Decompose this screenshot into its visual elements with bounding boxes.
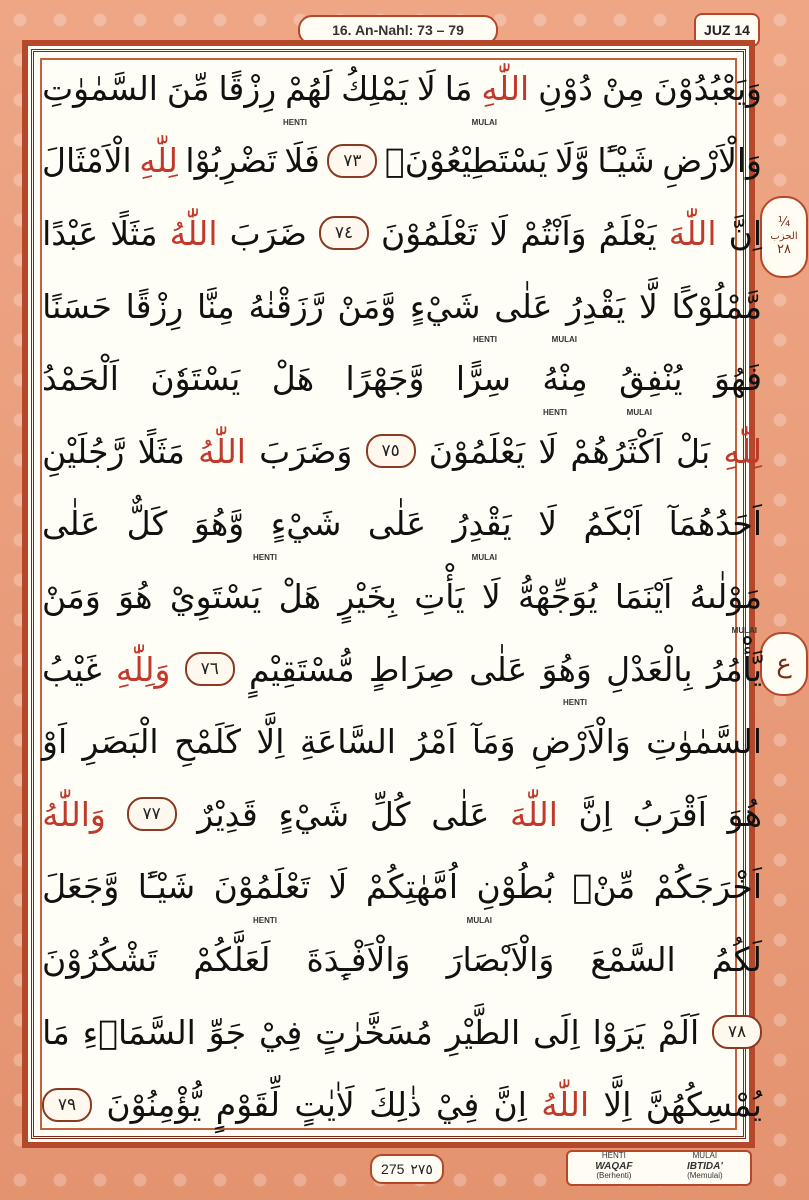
quran-word: اَقْرَبُ (632, 794, 707, 834)
quran-word: لَا (538, 431, 558, 471)
quran-line (42, 560, 762, 633)
quran-word: يَرَوْا (592, 1012, 646, 1052)
quran-word: تَشْكُرُوْنَ (42, 939, 158, 979)
quran-word: لَعَلَّكُمْ (193, 939, 271, 979)
waqaf-tag: HENTI (563, 698, 587, 708)
quran-word: اَكْثَرُهُمْ (570, 431, 663, 471)
quran-word: لَّا (638, 286, 658, 326)
quran-word: السَّمٰوٰتِ (646, 722, 762, 762)
quran-word: ذٰلِكَ (369, 1085, 422, 1125)
ayah-number: ٧٣ (327, 144, 377, 178)
quran-word: اَمْرُ (411, 722, 457, 762)
quran-word: كَلٌّ (126, 504, 168, 544)
ayah-number: ٧٩ (42, 1088, 92, 1122)
quran-word: سِرًّا (455, 359, 511, 399)
quran-word: شَيْءٍ (270, 504, 342, 544)
quran-word: اَلَمْ (657, 1012, 700, 1052)
quran-word: فَلَا (284, 141, 320, 181)
quran-word: بَلْ (675, 431, 711, 471)
quran-line (42, 125, 762, 198)
quran-word: عَلٰى (494, 286, 553, 326)
waqaf-tag: HENTI (283, 117, 307, 127)
quran-word: وَلِلّٰهِ (115, 649, 171, 689)
quran-line (42, 851, 762, 924)
page-number-arabic: ٢٧٥ (410, 1160, 433, 1177)
quran-word: اللّٰهُ (198, 431, 246, 471)
quran-word: جَوِّ (208, 1012, 247, 1052)
quran-word: وَّلَا (555, 141, 590, 181)
quran-line (42, 270, 762, 343)
quran-word: السَّمْعَ (590, 939, 676, 979)
legend-waqaf (595, 1152, 632, 1181)
quran-word: لَكُمُ (711, 939, 762, 979)
quran-word: لَا (481, 576, 501, 616)
quran-word: الْبَصَرِ (82, 722, 159, 762)
quran-line (42, 197, 762, 270)
ayah-number: ٧٥ (366, 434, 416, 468)
quran-word: يَسْتَطِيْعُوْنَۚ (384, 141, 548, 181)
quran-word: غَيْبُ (42, 649, 102, 689)
quran-word: يَسْتَوٗنَ (150, 359, 241, 399)
quran-word: وَّجَهْرًا (345, 359, 425, 399)
waqaf-legend (566, 1150, 752, 1186)
legend-ibtida (687, 1152, 723, 1181)
quran-word: صِرَاطٍ (368, 649, 455, 689)
quran-word: اِلَّا (256, 722, 285, 762)
quran-word: لَا (328, 867, 348, 907)
waqaf-tag: HENTI (543, 407, 567, 417)
waqaf-tag: MULAI (471, 553, 497, 563)
ayah-number: ٧٨ (712, 1015, 762, 1049)
quran-word: اِنَّ (493, 1085, 527, 1125)
quran-line (42, 342, 762, 415)
quran-word: هُوَ (727, 794, 762, 834)
quran-word: فِيْ (435, 1085, 480, 1125)
hizb-word: الحزب (770, 231, 798, 243)
quran-word: شَيْءٍ (409, 286, 481, 326)
quran-word: اِنَّ (728, 213, 762, 253)
quran-line (42, 705, 762, 778)
quran-word: يَقْدِرُ (566, 286, 626, 326)
legend-ibtida-label: IBTIDA' (687, 1161, 723, 1173)
quran-word: رَّجُلَيْنِ (42, 431, 125, 471)
quran-word: كَلَمْحِ (173, 722, 241, 762)
waqaf-tag: MULAI (551, 335, 577, 345)
quran-word: شَيْـًٔا (137, 867, 196, 907)
quran-line (42, 488, 762, 561)
quran-word: ضَرَبَ (229, 213, 307, 253)
quran-word: اِلَّا (603, 1085, 632, 1125)
quran-word: يُنْفِقُ (619, 359, 683, 399)
hizb-fraction: ¼ (777, 215, 791, 231)
legend-waqaf-label: WAQAF (595, 1161, 633, 1173)
quran-word: وَمَآ (471, 722, 516, 762)
quran-word: مَا (42, 1012, 70, 1052)
quran-word: لَاٰيٰتٍ (294, 1085, 355, 1125)
quran-word: مِّنْۢ (572, 867, 636, 907)
quran-word: وَّمَنْ (337, 286, 397, 326)
quran-line (42, 778, 762, 851)
quran-word: يَعْلَمُ (598, 213, 657, 253)
quran-word: يَعْلَمُوْنَ (428, 431, 526, 471)
quran-word: فَهُوَ (713, 359, 762, 399)
ayah-number: ٧٧ (127, 797, 177, 831)
quran-word: يَقْدِرُ (452, 504, 512, 544)
ayah-number: ٧٤ (319, 216, 369, 250)
quran-word: مَّمْلُوْكًا (671, 286, 762, 326)
quran-word: لَهُمْ (285, 68, 333, 108)
quran-word: اَبْكَمُ (583, 504, 643, 544)
quran-word: وَالْاَفْـِٕدَةَ (306, 939, 411, 979)
quran-word: فِيْ (258, 1012, 303, 1052)
quran-word: وَالْاَرْضِ (530, 722, 631, 762)
quran-word: عَلٰى (469, 649, 528, 689)
quran-word: مَا (444, 68, 473, 108)
quran-word: اَلْحَمْدُ (42, 359, 119, 399)
quran-word: الطَّيْرِ (445, 1012, 521, 1052)
quran-word: تَعْلَمُوْنَ (213, 867, 311, 907)
quran-word: هَلْ (278, 576, 321, 616)
quran-word: يُمْسِكُهُنَّ (645, 1085, 762, 1125)
quran-word: دُوْنِ (538, 68, 593, 108)
quran-word: وَّهُوَ (193, 504, 245, 544)
quran-line (42, 923, 762, 996)
waqaf-tag: HENTI (473, 335, 497, 345)
quran-word: وَّجَعَلَ (42, 867, 120, 907)
quran-word: مِّنَ (166, 68, 210, 108)
quran-word: يُّؤْمِنُوْنَ (106, 1085, 202, 1125)
quran-word: وَاللّٰهُ (42, 794, 106, 834)
quran-word: يَمْلِكُ (341, 68, 409, 108)
quran-word: وَالْاَرْضِ (662, 141, 762, 181)
quran-word: بُطُوْنِ (476, 867, 555, 907)
quran-line (42, 415, 762, 488)
quran-word: اَخْرَجَكُمْ (653, 867, 762, 907)
quran-word: شَيْـًٔا (597, 141, 655, 181)
quran-word: وَمَنْ (42, 576, 101, 616)
quran-word: شَيْءٍ (278, 794, 350, 834)
legend-ibtida-sub: (Memulai) (687, 1171, 723, 1181)
quran-word: مَثَلًا (137, 431, 185, 471)
quran-word: رِزْقًا (125, 286, 184, 326)
quran-word: كُلِّ (369, 794, 411, 834)
page-number-latin: 275 (381, 1161, 405, 1177)
juz-label: JUZ 14 (694, 13, 760, 47)
quran-text (42, 52, 762, 1141)
quran-word: عَلٰى (431, 794, 490, 834)
quran-word: السَّمَاۤءِ (82, 1012, 196, 1052)
quran-word: مِنْهُ (542, 359, 588, 399)
quran-word: اللّٰهَ (510, 794, 558, 834)
quran-word: مَوْلٰىهُ (689, 576, 762, 616)
quran-word: اللّٰهُ (541, 1085, 590, 1125)
legend-waqaf-sub: (Berhenti) (596, 1171, 632, 1181)
quran-word: اِلَى (533, 1012, 580, 1052)
page-number (370, 1154, 444, 1184)
quran-word: السَّمٰوٰتِ (42, 68, 158, 108)
quran-word: وَهُوَ (541, 649, 592, 689)
legend-mulai-tag: MULAI (692, 1151, 718, 1161)
quran-word: السَّاعَةِ (299, 722, 396, 762)
waqaf-tag: HENTI (253, 916, 277, 926)
quran-word: اِنَّ (578, 794, 612, 834)
quran-word: اَيْنَمَا (614, 576, 673, 616)
waqaf-tag: HENTI (253, 553, 277, 563)
quran-line (42, 52, 762, 125)
quran-word: مَثَلًا (110, 213, 158, 253)
legend-henti-tag: HENTI (601, 1151, 626, 1161)
quran-word: يُوَجِّهْهُّ (517, 576, 598, 616)
quran-word: اللّٰهَ (668, 213, 717, 253)
quran-word: هُوَ (118, 576, 153, 616)
quran-word: لِّقَوْمٍ (215, 1085, 281, 1125)
waqaf-tag: MULAI (731, 625, 757, 635)
ruku-marker: ع (760, 632, 808, 696)
quran-word: الْاَمْثَالَ (42, 141, 132, 181)
quran-word: بِالْعَدْلِ (606, 649, 693, 689)
quran-word: لِلّٰهِ (723, 431, 762, 471)
quran-word: وَاَنْتُمْ (520, 213, 587, 253)
quran-word: مِنَّا (197, 286, 235, 326)
quran-line (42, 1068, 762, 1141)
quran-line (42, 996, 762, 1069)
quran-word: رِزْقًا (218, 68, 277, 108)
quran-word: لَا (538, 504, 558, 544)
quran-word: وَيَعْبُدُوْنَ (653, 68, 762, 108)
quran-line (42, 633, 762, 706)
quran-word: عَلٰى (367, 504, 427, 544)
quran-word: يَّأْمُرُ (706, 649, 762, 689)
quran-word: اللّٰهُ (169, 213, 218, 253)
quran-word: مِنْ (601, 68, 645, 108)
quran-word: وَالْاَبْصَارَ (446, 939, 555, 979)
waqaf-tag: MULAI (466, 916, 492, 926)
quran-word: وَضَرَبَ (259, 431, 353, 471)
quran-word: عَلٰى (42, 504, 101, 544)
quran-word: هَلْ (271, 359, 315, 399)
quran-word: تَضْرِبُوْا (185, 141, 277, 181)
surah-header: 16. An-Nahl: 73 – 79 (298, 15, 498, 45)
waqaf-tag: MULAI (471, 117, 497, 127)
hizb-number: ٢٨ (777, 241, 791, 257)
quran-word: اللّٰهِ (481, 68, 530, 108)
quran-word: اَوْ (42, 722, 68, 762)
quran-word: مُسَخَّرٰتٍ (315, 1012, 433, 1052)
quran-word: عَبْدًا (42, 213, 99, 253)
quran-word: لِلّٰهِ (139, 141, 178, 181)
quran-word: اُمَّهٰتِكُمْ (365, 867, 459, 907)
quran-word: بِخَيْرٍ (338, 576, 397, 616)
waqaf-tag: MULAI (626, 407, 652, 417)
quran-word: قَدِيْرٌ (197, 794, 258, 834)
quran-word: لَا (417, 68, 436, 108)
quran-word: يَسْتَوِيْ (169, 576, 262, 616)
quran-word: لَا (489, 213, 509, 253)
hizb-marker (760, 196, 808, 278)
quran-word: مُّسْتَقِيْمٍ (248, 649, 355, 689)
ayah-number: ٧٦ (185, 652, 235, 686)
quran-word: اَحَدُهُمَآ (668, 504, 762, 544)
quran-word: حَسَنًا (42, 286, 112, 326)
quran-word: تَعْلَمُوْنَ (381, 213, 478, 253)
quran-word: يَأْتِ (414, 576, 465, 616)
quran-word: رَّزَقْنٰهُ (248, 286, 324, 326)
